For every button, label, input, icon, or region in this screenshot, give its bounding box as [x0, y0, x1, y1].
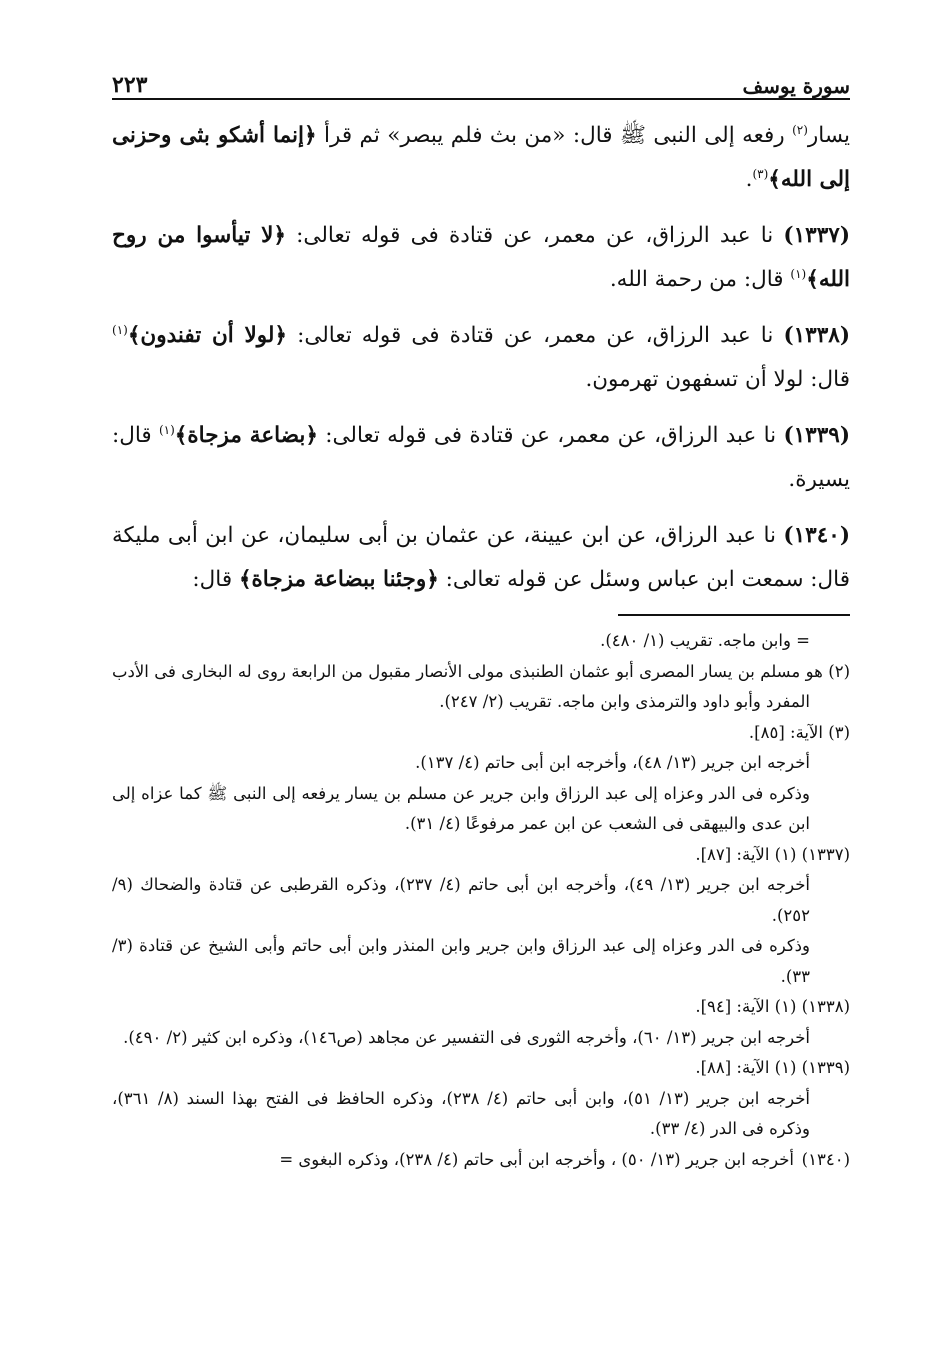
main-text [112, 114, 850, 602]
footnote-label: (١٣٤٠) [801, 1149, 850, 1169]
footnote-line: أخرجه ابن جرير (١٣/ ٤٨)، وأخرجه ابن أبى حاتم (٤/ ١٣٧). [415, 753, 810, 772]
narration-1337: (١٣٣٧) نا عبد الرزاق، عن معمر، عن قتادة فى قوله تعالى: ﴿لا تيأسوا من روح الله﴾$^{(١)}$ قال: من رحمة الله. [112, 223, 850, 292]
footnote-line: وذكره فى الدر وعزاه إلى عبد الرزاق وابن جرير وابن المنذر وابن أبى حاتم وأبى الشيخ عن قتادة (٣/ ٣٣). [112, 936, 810, 986]
footnote-text: أخرجه ابن جرير (١٣/ ٥٠) ، وأخرجه ابن أبى حاتم (٤/ ٢٣٨)، وذكره البغوى = [279, 1149, 794, 1169]
footnote-line: أخرجه ابن جرير (١٣/ ٥١)، وابن أبى حاتم (٤/ ٢٣٨)، وذكره الحافظ فى الفتح بهذا السند (٨/ ٣٦١)، وذكره فى الدر (٤/ ٣٣). [112, 1088, 811, 1138]
narration-number: (١٣٤٠) [783, 523, 850, 548]
quran-quote: ﴿وجئنا ببضاعة مزجاة﴾ [238, 567, 439, 592]
footnote-separator [618, 614, 850, 616]
footnote-line: وذكره فى الدر وعزاه إلى عبد الرزاق وابن جرير عن مسلم بن يسار يرفعه إلى النبى ﷺ كما عزاه إلى ابن عدى والبيهقى فى الشعب عن ابن عمر مرفوعًا (٤/ ٣١). [112, 783, 810, 833]
quran-quote: ﴿إنما أشكو بثى وحزنى إلى الله﴾ [112, 123, 850, 192]
footnote-line: (١٣٣٩) (١) الآية: [٨٨]. [695, 1058, 850, 1077]
book-page [112, 60, 850, 1175]
footnotes [112, 626, 850, 1175]
footnote-ref: (٣) [752, 166, 769, 181]
narration-number: (١٣٣٨) [783, 323, 851, 348]
footnote-line [112, 1145, 850, 1176]
surah-title: سورة يوسف [742, 74, 850, 98]
running-header [112, 60, 850, 100]
quran-quote: ﴿لا تيأسوا من روح الله﴾ [112, 223, 850, 292]
paragraph-1: يسار$^{(٢)}$ رفعه إلى النبى ﷺ قال: «من بث فلم يبصر» ثم قرأ ﴿إنما أشكو بثى وحزنى إلى الله﴾$^{(٣)}$. [112, 122, 851, 192]
footnote-line: أخرجه ابن جرير (١٣/ ٤٩)، وأخرجه ابن أبى حاتم (٤/ ٢٣٧)، وذكره القرطبى عن قتادة والضحاك (٩/ ٢٥٢). [112, 875, 810, 925]
quran-quote: ﴿بضاعة مزجاة﴾ [174, 423, 318, 448]
narration-1339: (١٣٣٩) نا عبد الرزاق، عن معمر، عن قتادة فى قوله تعالى: ﴿بضاعة مزجاة﴾$^{(١)}$ قال: يسيرة. [112, 422, 851, 492]
footnote-ref: (٢) [792, 122, 808, 137]
footnote-line: (٣) الآية: [٨٥]. [748, 722, 850, 742]
narration-number: (١٣٣٩) [783, 423, 851, 448]
footnote-line: (٢) هو مسلم بن يسار المصرى أبو عثمان الطنبذى مولى الأنصار مقبول من الرابعة روى له البخارى فى الأدب المفرد وأبو داود والترمذى وابن ماجه. تقريب (٢/ ٢٤٧). [112, 661, 850, 711]
narration-number: (١٣٣٧) [783, 223, 850, 248]
footnote-line: (١٣٣٨) (١) الآية: [٩٤]. [695, 997, 850, 1016]
footnote-line: = وابن ماجه. تقريب (١/ ٤٨٠). [600, 631, 810, 650]
footnote-line: (١٣٣٧) (١) الآية: [٨٧]. [695, 844, 850, 864]
quran-quote: ﴿لولا أن تفندون﴾ [127, 323, 287, 348]
footnote-ref: (١) [790, 266, 807, 281]
footnote-ref: (١) [112, 322, 128, 337]
narration-1340: (١٣٤٠) نا عبد الرزاق، عن ابن عيينة، عن عثمان بن أبى سليمان، عن ابن أبى مليكة قال: سمعت ابن عباس وسئل عن قوله تعالى: ﴿وجئنا ببضاعة مزجاة﴾ قال: [112, 523, 850, 592]
narration-1338: (١٣٣٨) نا عبد الرزاق، عن معمر، عن قتادة فى قوله تعالى: ﴿لولا أن تفندون﴾$^{(١)}$ قال: لولا أن تسفهون تهرمون. [112, 322, 851, 392]
footnote-line: أخرجه ابن جرير (١٣/ ٦٠)، وأخرجه الثورى فى التفسير عن مجاهد (ص١٤٦)، وذكره ابن كثير (٢/ ٤٩٠). [123, 1027, 810, 1047]
page-number: ٢٢٣ [112, 72, 148, 98]
footnote-ref: (١) [158, 422, 175, 437]
